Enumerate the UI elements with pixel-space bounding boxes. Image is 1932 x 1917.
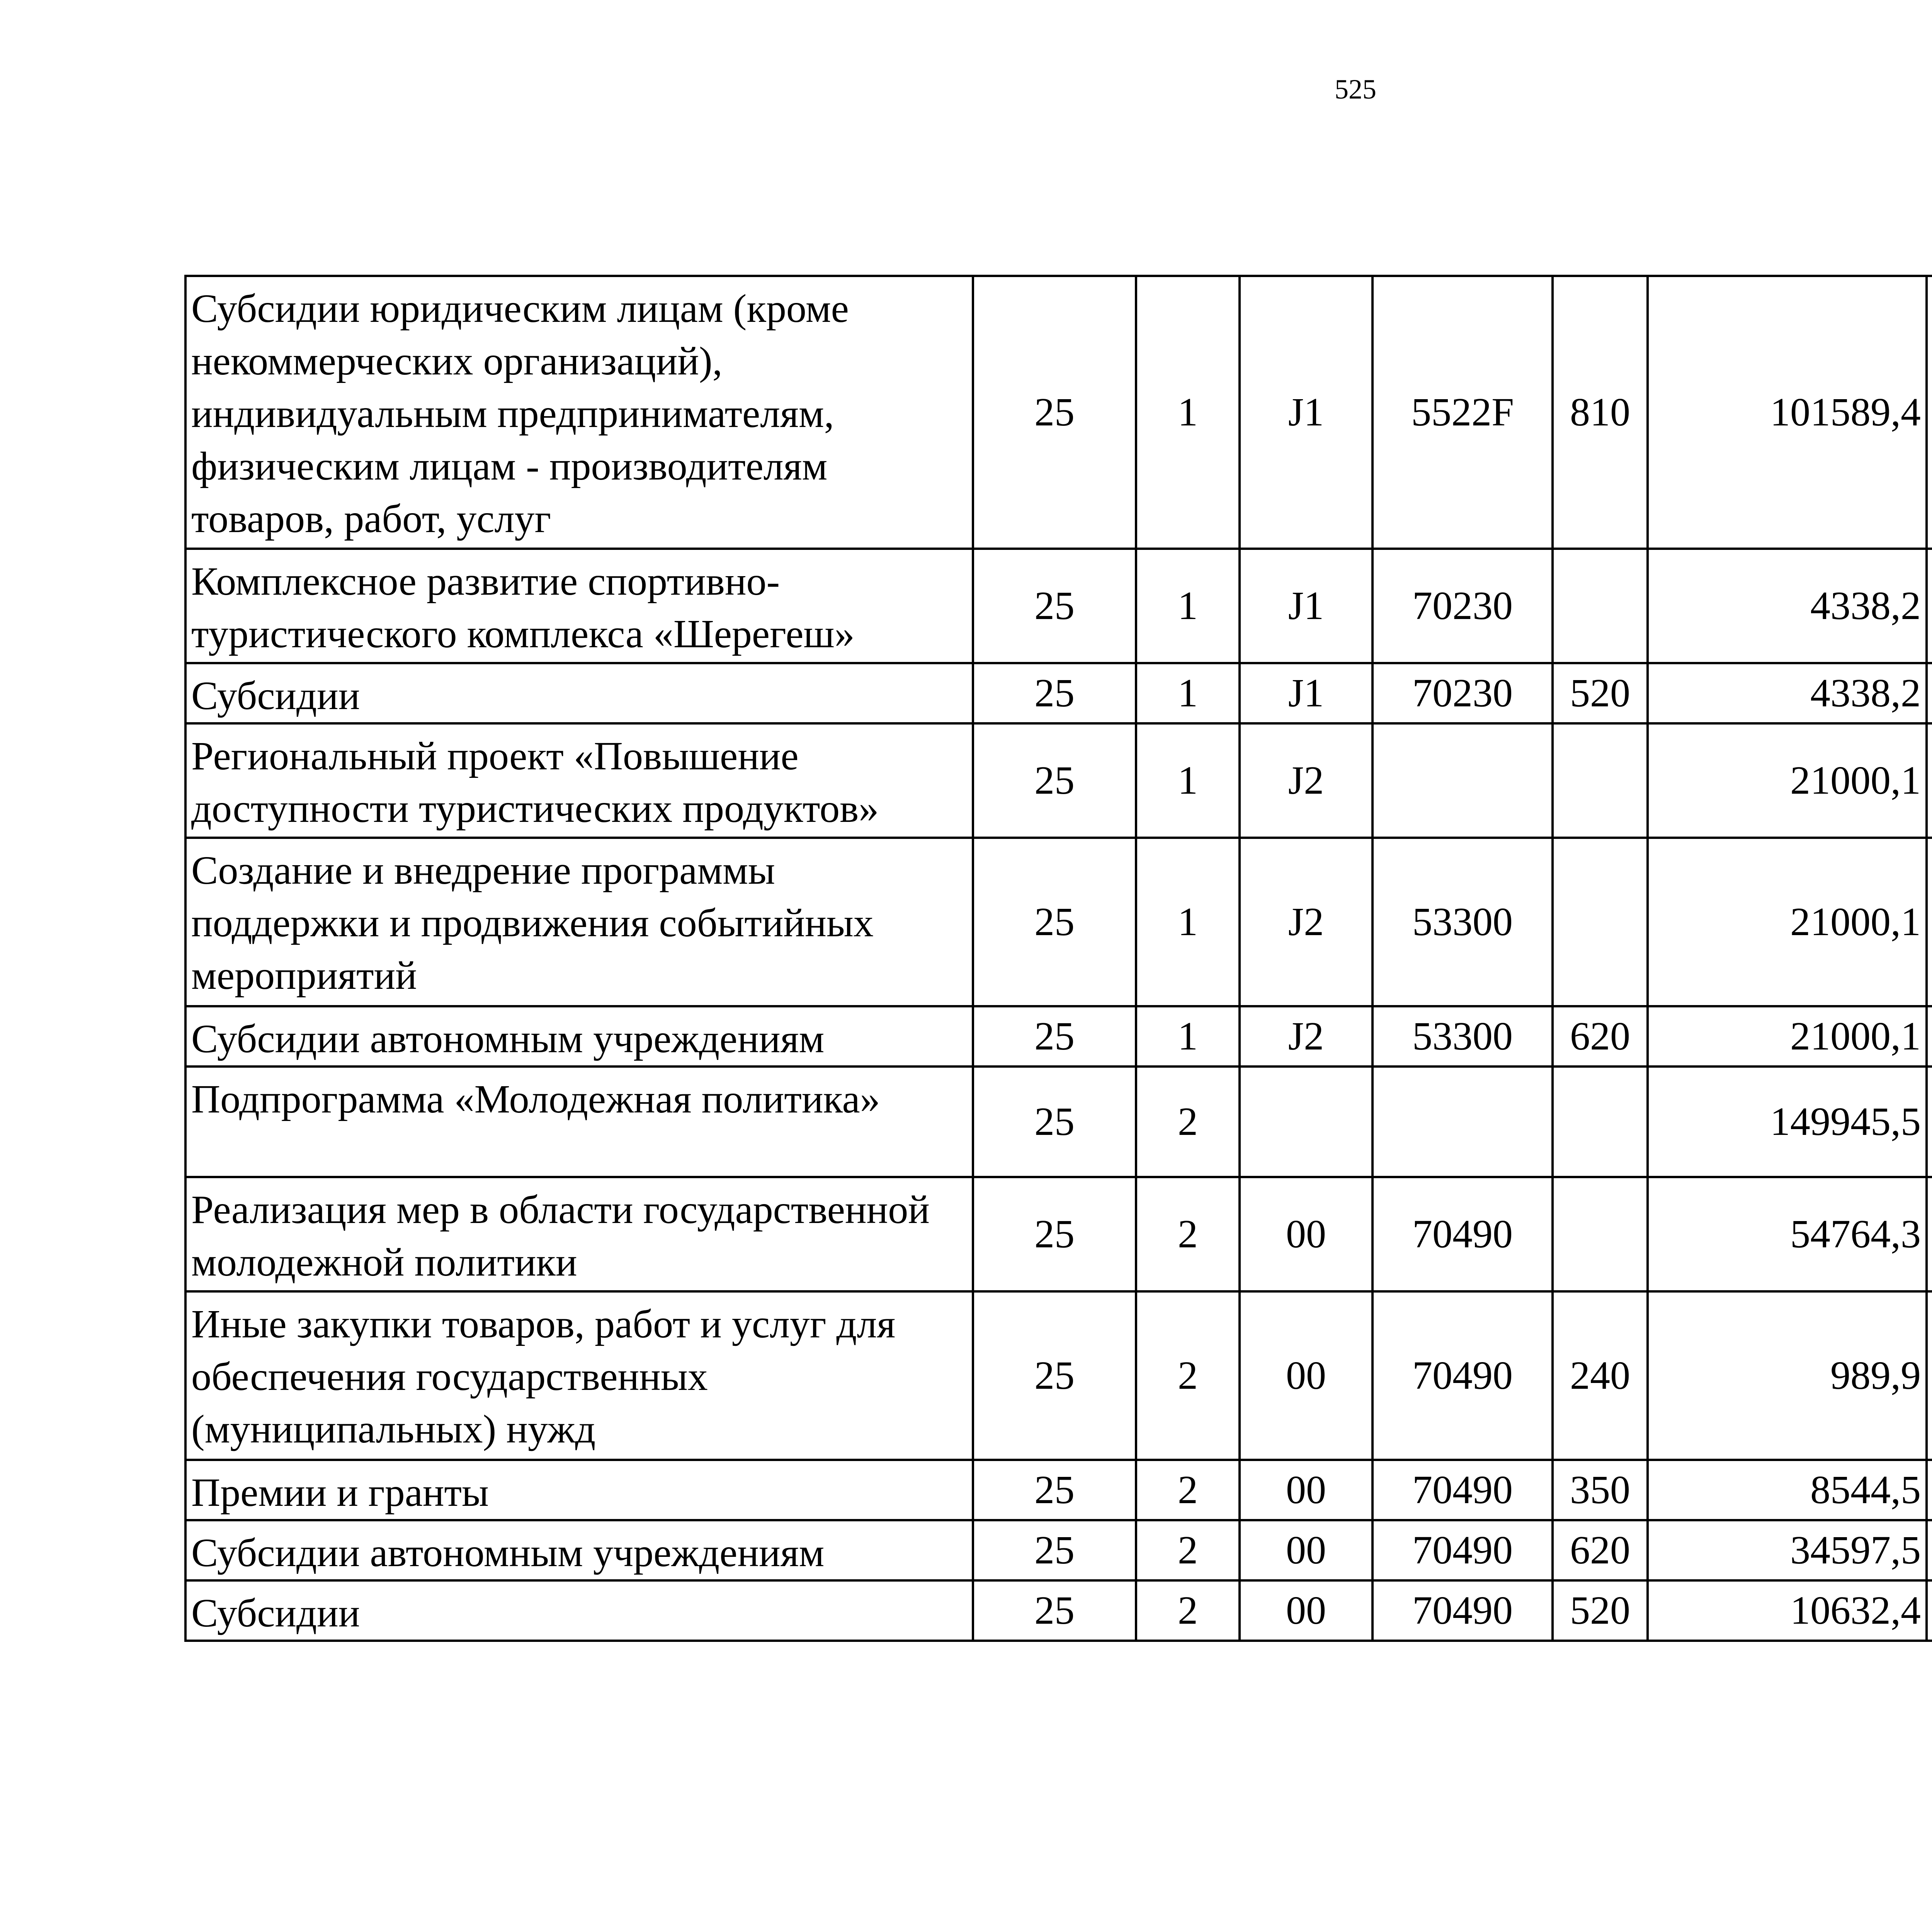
row-name: Подпрограмма «Молодежная политика»: [185, 1067, 973, 1177]
cell-value-2: [1927, 1460, 1932, 1520]
cell-code-4: 5522F: [1372, 276, 1553, 549]
cell-code-3: 00: [1240, 1520, 1372, 1580]
row-name: Субсидии автономным учреждениям: [185, 1006, 973, 1067]
row-name: Реализация мер в области государственной молодежной политики: [185, 1177, 973, 1291]
cell-code-2: 2: [1136, 1460, 1240, 1520]
table-row: [185, 1291, 1932, 1460]
row-name: Премии и гранты: [185, 1460, 973, 1520]
table-row: [185, 276, 1932, 549]
cell-code-4: [1372, 723, 1553, 838]
cell-code-3: [1240, 1067, 1372, 1177]
cell-code-4: [1372, 1067, 1553, 1177]
row-name: Субсидии автономным учреждениям: [185, 1520, 973, 1580]
cell-code-3: J1: [1240, 549, 1372, 663]
row-name: Создание и внедрение программы поддержки и продвижения событийных мероприятий: [185, 838, 973, 1006]
row-name: Субсидии: [185, 1580, 973, 1641]
cell-value-1: 4338,2: [1648, 549, 1927, 663]
budget-table: [184, 275, 1932, 1642]
cell-value-1: 101589,4: [1648, 276, 1927, 549]
table-body: [185, 276, 1932, 1641]
cell-code-1: 25: [973, 549, 1136, 663]
row-name: Региональный проект «Повышение доступности туристических продуктов»: [185, 723, 973, 838]
cell-value-2: [1927, 838, 1932, 1006]
table-row: [185, 838, 1932, 1006]
cell-code-3: 00: [1240, 1580, 1372, 1641]
cell-code-1: 25: [973, 1067, 1136, 1177]
cell-code-5: 810: [1553, 276, 1648, 549]
cell-value-1: 8544,5: [1648, 1460, 1927, 1520]
cell-code-1: 25: [973, 1580, 1136, 1641]
cell-code-5: [1553, 1067, 1648, 1177]
cell-code-1: 25: [973, 1460, 1136, 1520]
cell-value-1: 989,9: [1648, 1291, 1927, 1460]
cell-code-1: 25: [973, 1006, 1136, 1067]
table-row: [185, 1460, 1932, 1520]
cell-value-2: [1927, 723, 1932, 838]
cell-code-2: 2: [1136, 1580, 1240, 1641]
cell-code-3: 00: [1240, 1291, 1372, 1460]
cell-code-3: J1: [1240, 276, 1372, 549]
row-name: Иные закупки товаров, работ и услуг для обеспечения государственных (муниципальных) нужд: [185, 1291, 973, 1460]
cell-value-1: 34597,5: [1648, 1520, 1927, 1580]
cell-code-4: 70490: [1372, 1580, 1553, 1641]
cell-code-2: 2: [1136, 1291, 1240, 1460]
cell-value-1: 54764,3: [1648, 1177, 1927, 1291]
cell-code-4: 70490: [1372, 1520, 1553, 1580]
cell-code-2: 2: [1136, 1177, 1240, 1291]
cell-value-2: [1927, 1006, 1932, 1067]
cell-code-5: 620: [1553, 1006, 1648, 1067]
cell-code-5: 520: [1553, 1580, 1648, 1641]
cell-code-4: 70490: [1372, 1291, 1553, 1460]
table-row: [185, 1006, 1932, 1067]
cell-code-1: 25: [973, 276, 1136, 549]
cell-code-2: 2: [1136, 1520, 1240, 1580]
cell-code-2: 2: [1136, 1067, 1240, 1177]
cell-value-2: [1927, 276, 1932, 549]
cell-code-5: [1553, 549, 1648, 663]
cell-value-1: 10632,4: [1648, 1580, 1927, 1641]
cell-value-2: [1927, 1177, 1932, 1291]
cell-code-5: 350: [1553, 1460, 1648, 1520]
cell-code-3: 00: [1240, 1460, 1372, 1520]
cell-value-2: [1927, 1291, 1932, 1460]
cell-code-5: 240: [1553, 1291, 1648, 1460]
cell-value-2: [1927, 663, 1932, 723]
row-name: Субсидии юридическим лицам (кроме некоммерческих организаций), индивидуальным предпринимателям, физическим лицам - производителям товаров, работ, услуг: [185, 276, 973, 549]
page-number: 525: [1335, 74, 1376, 105]
cell-value-2: [1927, 1580, 1932, 1641]
row-name: Комплексное развитие спортивно-туристического комплекса «Шерегеш»: [185, 549, 973, 663]
cell-code-5: [1553, 723, 1648, 838]
cell-code-1: 25: [973, 663, 1136, 723]
cell-code-5: [1553, 1177, 1648, 1291]
table-row: [185, 1520, 1932, 1580]
cell-code-4: 70230: [1372, 663, 1553, 723]
table-row: [185, 1580, 1932, 1641]
cell-value-2: [1927, 1520, 1932, 1580]
cell-code-1: 25: [973, 1291, 1136, 1460]
cell-code-4: 70490: [1372, 1460, 1553, 1520]
cell-code-3: J2: [1240, 723, 1372, 838]
table-row: [185, 1067, 1932, 1177]
cell-code-3: 00: [1240, 1177, 1372, 1291]
cell-code-2: 1: [1136, 549, 1240, 663]
cell-value-2: [1927, 549, 1932, 663]
cell-code-3: J2: [1240, 838, 1372, 1006]
cell-code-1: 25: [973, 1520, 1136, 1580]
cell-value-1: 21000,1: [1648, 838, 1927, 1006]
table-row: [185, 723, 1932, 838]
table-row: [185, 1177, 1932, 1291]
row-name: Субсидии: [185, 663, 973, 723]
cell-value-2: [1927, 1067, 1932, 1177]
cell-code-5: 520: [1553, 663, 1648, 723]
cell-code-1: 25: [973, 723, 1136, 838]
cell-code-1: 25: [973, 838, 1136, 1006]
cell-code-3: J1: [1240, 663, 1372, 723]
table-row: [185, 663, 1932, 723]
cell-code-4: 53300: [1372, 838, 1553, 1006]
cell-value-1: 21000,1: [1648, 1006, 1927, 1067]
cell-code-2: 1: [1136, 276, 1240, 549]
cell-code-2: 1: [1136, 838, 1240, 1006]
table-row: [185, 549, 1932, 663]
cell-code-1: 25: [973, 1177, 1136, 1291]
cell-code-5: [1553, 838, 1648, 1006]
cell-code-4: 70490: [1372, 1177, 1553, 1291]
cell-value-1: 149945,5: [1648, 1067, 1927, 1177]
cell-code-2: 1: [1136, 1006, 1240, 1067]
cell-code-2: 1: [1136, 723, 1240, 838]
cell-value-1: 4338,2: [1648, 663, 1927, 723]
cell-code-4: 70230: [1372, 549, 1553, 663]
cell-code-2: 1: [1136, 663, 1240, 723]
cell-value-1: 21000,1: [1648, 723, 1927, 838]
cell-code-3: J2: [1240, 1006, 1372, 1067]
cell-code-4: 53300: [1372, 1006, 1553, 1067]
cell-code-5: 620: [1553, 1520, 1648, 1580]
